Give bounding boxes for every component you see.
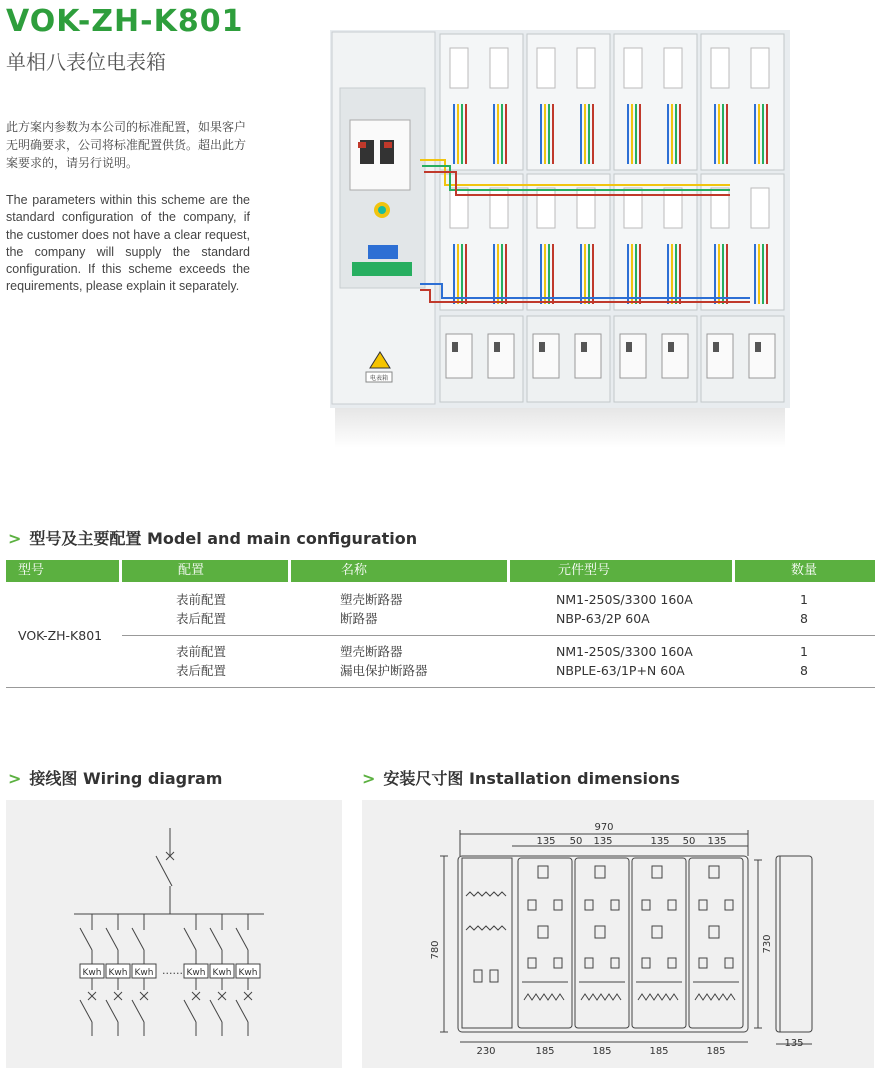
wiring-dots: ...... xyxy=(162,964,183,977)
kwh-meter-label: Kwh xyxy=(108,968,128,978)
description-en: The parameters within this scheme are the standard configuration of the company, if the customer does not have a clear request, the company will supply the standard configuration. If this scheme exceeds the requirements, please explain it separately. xyxy=(6,193,250,294)
install-section-heading: > 安装尺寸图 Installation dimensions xyxy=(362,769,680,788)
kwh-meter-label: Kwh xyxy=(82,968,102,978)
product-subtitle: 单相八表位电表箱 xyxy=(6,50,166,74)
svg-text:135: 135 xyxy=(536,836,556,847)
svg-text:50: 50 xyxy=(682,836,696,847)
kwh-meter-label: Kwh xyxy=(238,968,258,978)
kwh-meter-label: Kwh xyxy=(134,968,154,978)
svg-text:135: 135 xyxy=(707,836,727,847)
svg-text:185: 185 xyxy=(535,1046,555,1057)
kwh-meter-label: Kwh xyxy=(212,968,232,978)
description-cn: 此方案内参数为本公司的标准配置，如果客户无明确要求，公司将标准配置供货。超出此方案要求的，请另行说明。 xyxy=(6,120,247,170)
svg-text:135: 135 xyxy=(650,836,670,847)
product-title: VOK-ZH-K801 xyxy=(6,4,244,39)
dim-height-left: 780 xyxy=(430,940,441,960)
dim-height-right: 730 xyxy=(762,934,773,954)
photo-shadow xyxy=(335,408,785,448)
kwh-meter-label: Kwh xyxy=(186,968,206,978)
row-divider xyxy=(122,635,875,636)
table-header: 型号 配置 名称 元件型号 数量 xyxy=(6,560,875,582)
svg-text:230: 230 xyxy=(476,1046,496,1057)
svg-text:185: 185 xyxy=(592,1046,612,1057)
wiring-section-heading: > 接线图 Wiring diagram xyxy=(8,769,223,788)
warning-label: 电表箱 xyxy=(369,375,389,382)
config-section-heading: > 型号及主要配置 Model and main configuration xyxy=(8,529,418,548)
install-dims-panel xyxy=(362,800,874,1068)
svg-text:50: 50 xyxy=(569,836,583,847)
svg-text:185: 185 xyxy=(649,1046,669,1057)
model-cell: VOK-ZH-K801 xyxy=(18,628,103,643)
install-dims-drawing xyxy=(362,800,874,1068)
svg-text:185: 185 xyxy=(706,1046,726,1057)
product-photo xyxy=(330,30,790,408)
dim-depth: 135 xyxy=(784,1038,804,1049)
table-bottom-line xyxy=(6,687,875,688)
svg-text:135: 135 xyxy=(593,836,613,847)
wiring-diagram xyxy=(6,800,342,1068)
dim-total-width: 970 xyxy=(594,822,614,833)
wiring-diagram-panel xyxy=(6,800,342,1068)
